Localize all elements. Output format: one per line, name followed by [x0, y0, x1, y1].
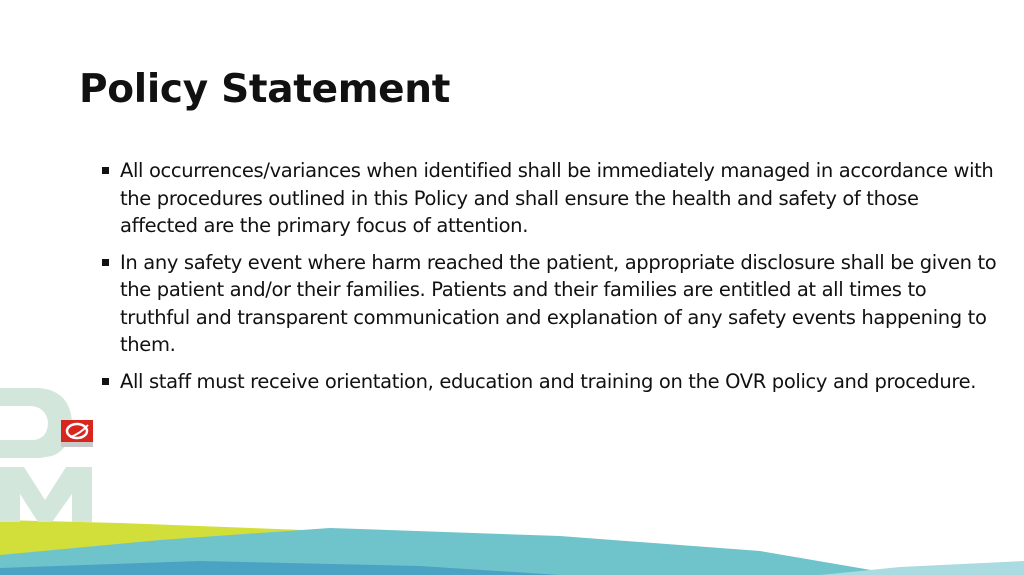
logo-letter-m: [0, 467, 92, 522]
square-bullet-icon: [102, 167, 109, 174]
brand-emblem-icon: [61, 420, 93, 447]
slide-title: Policy Statement: [79, 67, 451, 112]
qm-logo: [0, 382, 100, 532]
bullet-item: [100, 249, 1000, 359]
square-bullet-icon: [102, 378, 109, 385]
bullet-list: [100, 157, 1000, 404]
bullet-item: [100, 368, 1000, 396]
square-bullet-icon: [102, 259, 109, 266]
bullet-text: In any safety event where harm reached the patient, appropriate disclosure shall be given to the patient and/or their families. Patients and their families are entitled at all times to truthful and transparent communication and explanation of any safety events happening to them.: [120, 250, 997, 356]
blue-band: [0, 561, 560, 575]
bullet-text: All staff must receive orientation, education and training on the OVR policy and procedure.: [120, 369, 977, 393]
bullet-item: [100, 157, 1000, 240]
teal-band: [0, 528, 900, 575]
bullet-text: All occurrences/variances when identified shall be immediately managed in accordance with the procedures outlined in this Policy and shall ensure the health and safety of those affected are the primary focus of attention.: [120, 159, 994, 237]
light-band: [820, 561, 1024, 575]
